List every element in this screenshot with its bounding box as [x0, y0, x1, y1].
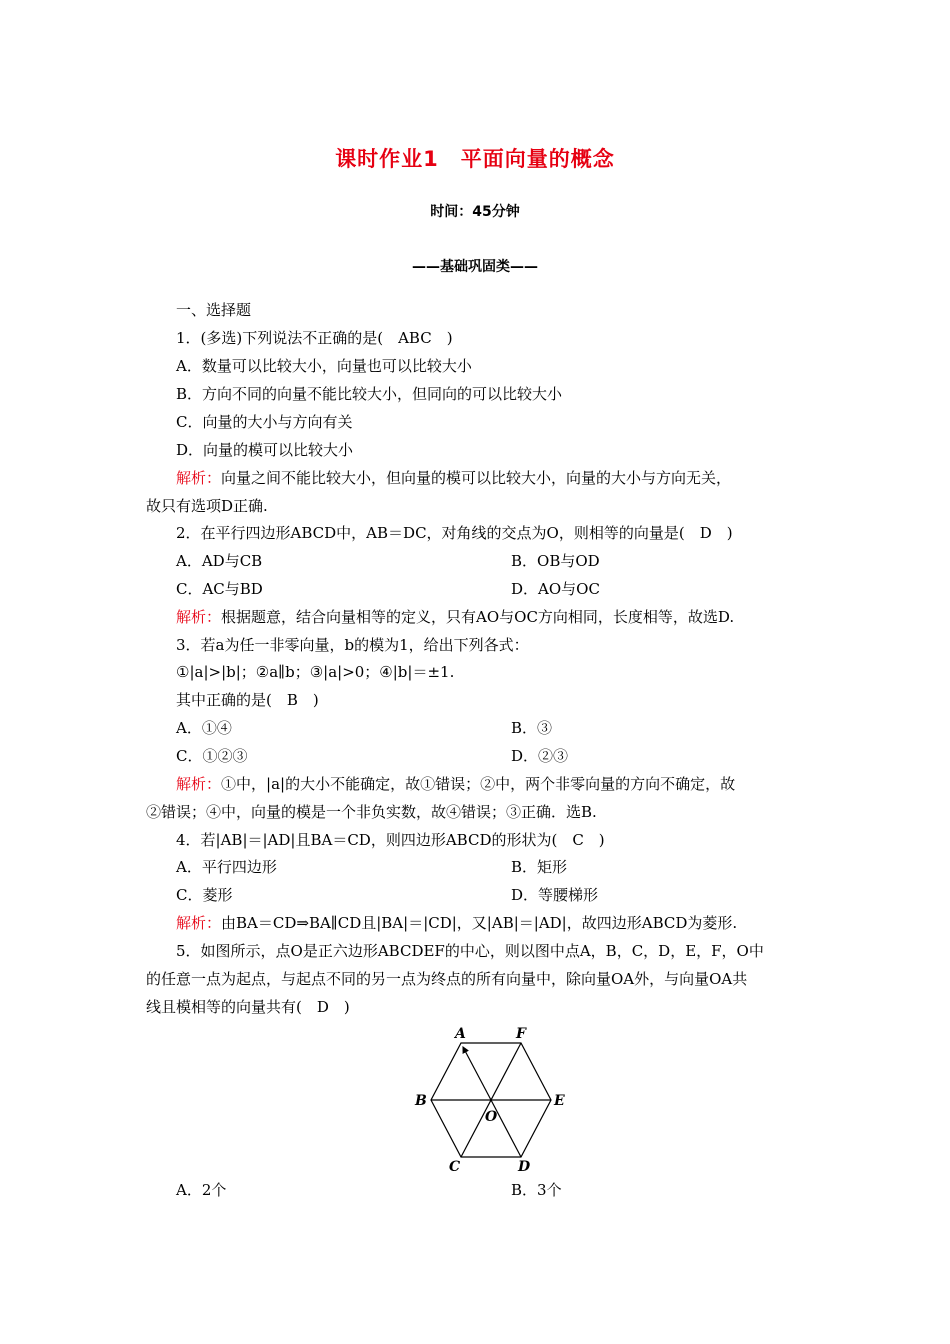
label-d: D [518, 1159, 531, 1174]
label-b: B [415, 1093, 427, 1109]
q2-explanation [176, 607, 734, 627]
q1-stem: 1．(多选)下列说法不正确的是( ABC ) [176, 329, 453, 347]
q5-stem-line3: 线且模相等的向量共有( D ) [146, 998, 350, 1016]
q4-option-c: C．菱形 [176, 886, 233, 904]
q2-explanation-text: 根据题意，结合向量相等的定义，只有AO与OC方向相同，长度相等，故选D. [221, 608, 735, 626]
q4-option-a: A．平行四边形 [176, 858, 277, 876]
q3-option-c: C．①②③ [176, 747, 248, 765]
q3-option-d: D．②③ [511, 747, 569, 765]
q2-option-a: A．AD与CB [176, 552, 263, 570]
q4-explanation-label: 解析： [176, 914, 222, 932]
q1-explanation-label: 解析： [176, 469, 222, 487]
page-title: 课时作业1 平面向量的概念 [335, 147, 615, 171]
q4-option-d: D．等腰梯形 [511, 886, 599, 904]
q3-explanation-label: 解析： [176, 775, 222, 793]
label-o: O [485, 1109, 498, 1125]
q2-option-d: D．AO与OC [511, 580, 600, 598]
q1-option-a: A．数量可以比较大小，向量也可以比较大小 [176, 357, 472, 375]
q2-option-c: C．AC与BD [176, 580, 263, 598]
q1-explanation [176, 468, 731, 488]
q2-option-b: B．OB与OD [511, 552, 600, 570]
q3-explanation [176, 774, 735, 794]
label-e: E [554, 1093, 565, 1109]
q1-option-d: D．向量的模可以比较大小 [176, 441, 354, 459]
section-heading: ——基础巩固类—— [412, 259, 538, 275]
label-c: C [449, 1159, 461, 1174]
q5-option-a: A．2个 [176, 1181, 227, 1199]
q1-option-b: B．方向不同的向量不能比较大小，但同向的可以比较大小 [176, 385, 563, 403]
q1-explanation-cont: 故只有选项D正确. [146, 497, 268, 515]
question-type-heading: 一、选择题 [176, 301, 252, 319]
q3-stem: 3．若a为任一非零向量，b的模为1，给出下列各式： [176, 636, 529, 654]
q3-option-b: B．③ [511, 719, 553, 737]
q5-stem-line2: 的任意一点为起点，与起点不同的另一点为终点的所有向量中，除向量OA外，与向量OA共 [146, 970, 748, 988]
q3-items: ①|a|>|b|；②a∥b；③|a|>0；④|b|＝±1. [176, 663, 455, 681]
q3-explanation-text: ①中，|a|的大小不能确定，故①错误；②中，两个非零向量的方向不确定，故 [221, 775, 736, 793]
q5-option-b: B．3个 [511, 1181, 562, 1199]
hexagon-figure [405, 1022, 575, 1174]
q3-option-a: A．①④ [176, 719, 232, 737]
q5-stem-line1: 5．如图所示，点O是正六边形ABCDEF的中心，则以图中点A，B，C，D，E，F，O中 [176, 942, 764, 960]
label-f: F [516, 1026, 526, 1042]
q4-option-b: B．矩形 [511, 858, 568, 876]
q2-stem: 2．在平行四边形ABCD中，AB＝DC，对角线的交点为O，则相等的向量是( D ) [176, 524, 733, 542]
q4-stem: 4．若|AB|＝|AD|且BA＝CD，则四边形ABCD的形状为( C ) [176, 831, 605, 849]
q1-option-c: C．向量的大小与方向有关 [176, 413, 353, 431]
q3-explanation-cont: ②错误；④中，向量的模是一个非负实数，故④错误；③正确．选B. [146, 803, 597, 821]
time-limit: 时间：45分钟 [430, 204, 520, 220]
q4-explanation-text: 由BA＝CD⇒BA∥CD且|BA|＝|CD|，又|AB|＝|AD|，故四边形ABCD为菱形. [221, 914, 738, 932]
q3-ask: 其中正确的是( B ) [176, 691, 319, 709]
label-a: A [455, 1026, 466, 1042]
vector-oa [463, 1047, 491, 1100]
q1-explanation-text: 向量之间不能比较大小，但向量的模可以比较大小，向量的大小与方向无关， [221, 469, 732, 487]
q2-explanation-label: 解析： [176, 608, 222, 626]
q4-explanation [176, 913, 737, 933]
